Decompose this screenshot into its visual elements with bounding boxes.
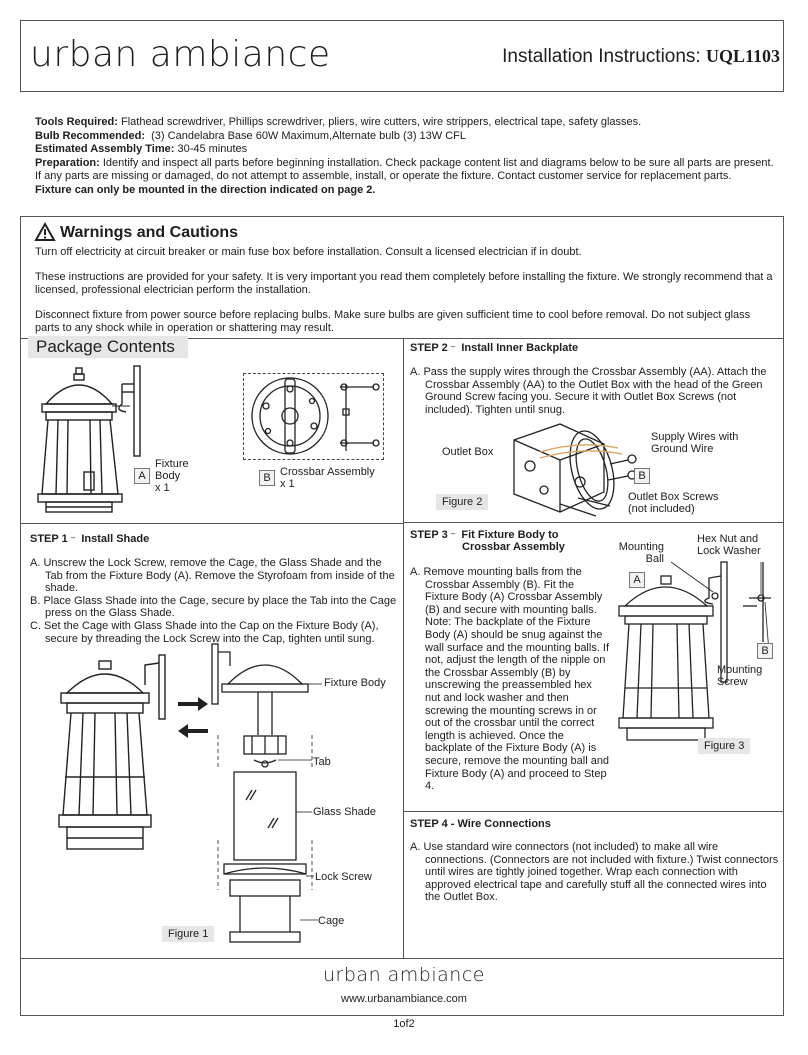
push-arrow-icon bbox=[178, 697, 208, 711]
figure3-label: Figure 3 bbox=[698, 738, 750, 754]
fixture-body-callout: Fixture Body bbox=[324, 677, 386, 689]
center-divider bbox=[403, 338, 404, 958]
left-mid-divider bbox=[20, 523, 404, 524]
warnings-title: Warnings and Cautions bbox=[60, 224, 239, 241]
step2-a: A. Pass the supply wires through the Crossbar Assembly (AA). Attach the Crossbar Assembly (AA) to the Outlet Box with the head of the Green Ground Screw facing you. Secure it with Outlet Box Screws (not included). Tighten until snug. bbox=[410, 366, 767, 416]
intro-block bbox=[35, 116, 779, 197]
fixture-a-drawing bbox=[34, 364, 144, 514]
prep-line bbox=[35, 157, 779, 184]
outlet-box-callout: Outlet Box bbox=[442, 446, 494, 458]
figure2-label: Figure 2 bbox=[436, 494, 488, 510]
tools-label: Tools Required: bbox=[35, 116, 118, 128]
footer-url[interactable]: www.urbanambiance.com bbox=[341, 993, 467, 1005]
warning-p1: Turn off electricity at circuit breaker or main fuse box before installation. Consult a licensed electrician if in doubt. bbox=[35, 246, 582, 258]
step4-text bbox=[410, 841, 780, 904]
step1-a: A. Unscrew the Lock Screw, remove the Cage, the Glass Shade and the Tab from the Fixture Body (A). Remove the Styrofoam from inside of the shade. bbox=[30, 557, 395, 595]
mount-note: Fixture can only be mounted in the direction indicated on page 2. bbox=[35, 183, 376, 196]
package-title: Package Contents bbox=[36, 337, 175, 356]
pull-arrow-icon bbox=[178, 724, 208, 738]
cage-callout: Cage bbox=[318, 915, 345, 927]
warning-p2: These instructions are provided for your safety. It is very important you read them completely before installing the fixture. We strongly recommend that a licensed, professional electrician perform the installation. bbox=[35, 271, 773, 296]
time-text: 30-45 minutes bbox=[177, 143, 248, 155]
brand-logo: urban ambiance bbox=[30, 34, 331, 75]
prep-text: Identify and inspect all parts before beginning installation. Check package content list and diagrams below to be sure all parts are present. If any parts are missing or damaged, do not attempt to assemble, install, or operate the fixture. Contact customer service for replacement parts. bbox=[35, 156, 774, 182]
step4-heading: STEP 4 - Wire Connections bbox=[410, 818, 551, 830]
step3-heading: STEP 3 – Fit Fixture Body to Crossbar Assembly bbox=[410, 529, 565, 553]
footer-divider bbox=[20, 958, 784, 959]
right-lower-divider bbox=[403, 811, 784, 812]
step4-a: A. Use standard wire connectors (not included) to make all wire connections. (Connectors are not included with fixture.) Twist connectors until wires are tightly joined together. Wrap each connection with approved electrical tape and carefully stuff all the connected wires into the Outlet Box. bbox=[410, 841, 779, 904]
bulb-label: Bulb Recommended: bbox=[35, 129, 146, 142]
tag-a: A bbox=[134, 468, 150, 484]
step3-tag-a: A bbox=[629, 572, 645, 588]
model-number: UQL1103 bbox=[705, 46, 780, 66]
warning-p3: Disconnect fixture from power source before replacing bulbs. Make sure bulbs are given sufficient time to cool before removal. Do not subject glass parts to any shock while in operation or shattering may result. bbox=[35, 309, 751, 334]
footer-brand-logo: urban ambiance bbox=[323, 964, 485, 986]
outlet-box-screws-callout: Outlet Box Screws (not included) bbox=[628, 491, 719, 515]
tab-callout: Tab bbox=[313, 756, 331, 768]
step2-tag-b: B bbox=[634, 468, 650, 484]
crossbar-assembly-label: Crossbar Assembly x 1 bbox=[280, 466, 375, 490]
tag-b: B bbox=[259, 470, 275, 486]
step2-text bbox=[410, 366, 780, 416]
step3-text bbox=[410, 566, 610, 793]
step1-text bbox=[30, 557, 400, 645]
step3-tag-b: B bbox=[757, 643, 773, 659]
bulb-line bbox=[35, 130, 779, 144]
mounting-screw-callout: Mounting Screw bbox=[717, 664, 763, 688]
step3-a: A. Remove mounting balls from the Crossbar Assembly (B). Fit the Fixture Body (A) Crossbar Assembly (B) and secure with mounting balls. Note: The backplate of the Fixture Body (A) should be snug against the wall surface and the mounting balls. If not, adjust the length of the nipple on the Crossbar Assembly (B) by unscrewing the preassembled hex nut and lock washer and then screwing the mounting screws in or out of the crossbar until the correct length is achieved. Once the backplate of the Fixture Body (A) is secure, remove the mounting ball and Fixture Body (A) and proceed to Step 4. bbox=[410, 566, 610, 793]
right-mid-divider bbox=[403, 522, 784, 523]
step1-heading: STEP 1 – Install Shade bbox=[30, 533, 150, 545]
fixture-body-label: Fixture Body x 1 bbox=[155, 458, 189, 494]
prep-label: Preparation: bbox=[35, 156, 100, 169]
step1-exploded-view-drawing bbox=[210, 640, 320, 945]
document-title bbox=[502, 46, 780, 68]
crossbar-b-drawing bbox=[248, 373, 383, 459]
warnings-body bbox=[35, 246, 775, 347]
mounting-ball-callout: Mounting Ball bbox=[618, 541, 664, 565]
tools-text: Flathead screwdriver, Phillips screwdriver, pliers, wire cutters, wire strippers, electrical tape, safety glasses. bbox=[120, 116, 642, 128]
step2-heading: STEP 2 – Install Inner Backplate bbox=[410, 342, 579, 354]
step1-c: C. Set the Cage with Glass Shade into the Cap on the Fixture Body (A), secure by threading the Lock Screw into the Cap, tighten until sung. bbox=[30, 619, 379, 645]
page-number: 1of2 bbox=[393, 1018, 415, 1030]
bulb-text: (3) Candelabra Base 60W Maximum,Alternate bulb (3) 13W CFL bbox=[151, 129, 466, 142]
glass-shade-callout: Glass Shade bbox=[313, 806, 376, 818]
figure1-label: Figure 1 bbox=[162, 926, 214, 942]
time-label: Estimated Assembly Time: bbox=[35, 143, 175, 155]
title-prefix: Installation Instructions: bbox=[502, 46, 706, 67]
step3-fixture-drawing bbox=[615, 562, 775, 742]
hex-nut-callout: Hex Nut and Lock Washer bbox=[697, 533, 761, 557]
step1-assembled-fixture-drawing bbox=[55, 655, 170, 855]
supply-wires-callout: Supply Wires with Ground Wire bbox=[651, 431, 739, 455]
warning-triangle-icon bbox=[35, 223, 55, 241]
tools-line bbox=[35, 116, 779, 130]
lock-screw-callout: Lock Screw bbox=[315, 871, 372, 883]
step1-b: B. Place Glass Shade into the Cage, secure by place the Tab into the Cage press on the Glass Shade. bbox=[30, 594, 397, 620]
time-line bbox=[35, 143, 779, 157]
